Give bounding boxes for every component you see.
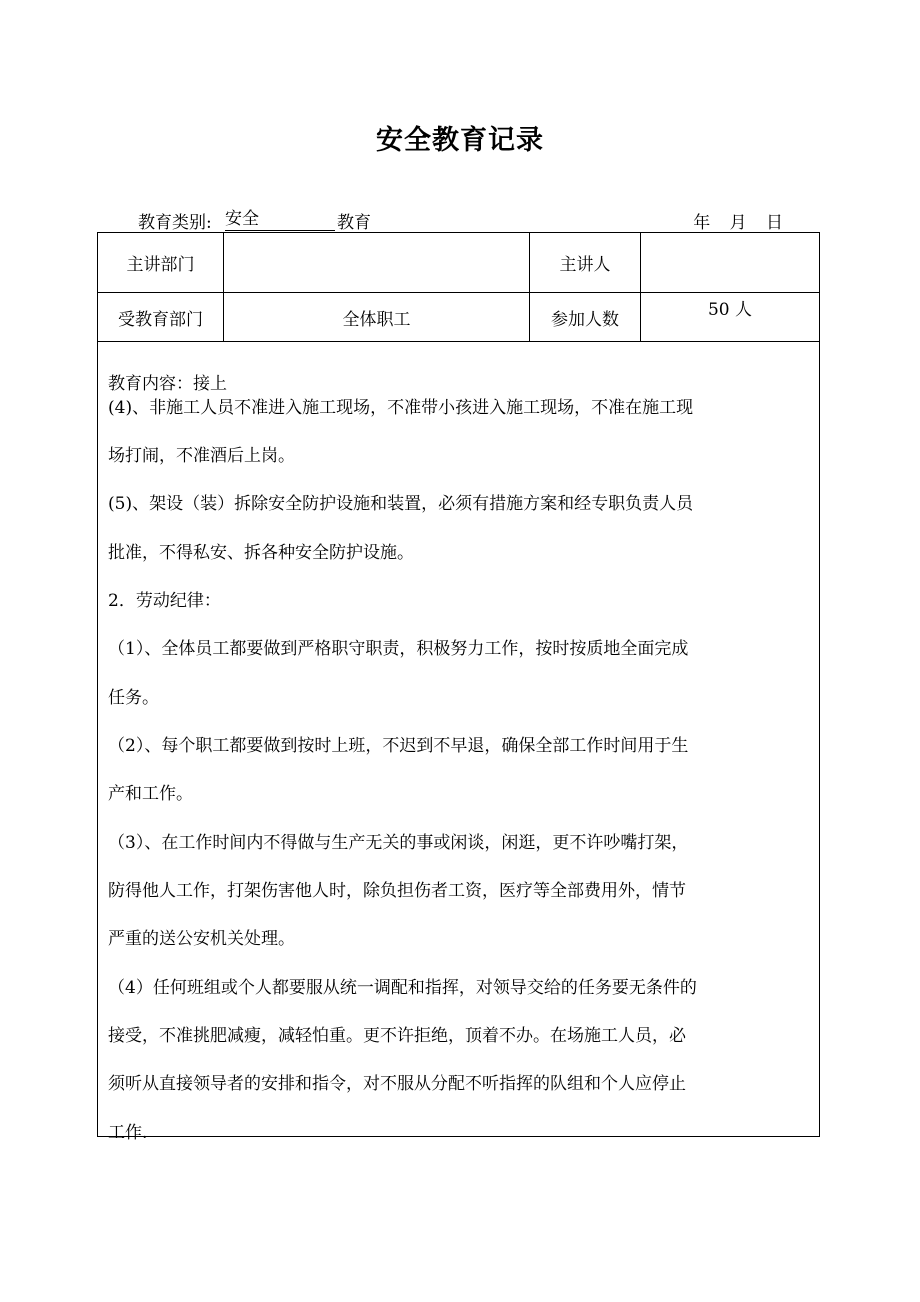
content-line: (4)、非施工人员不准进入施工现场，不准带小孩进入施工现场，不准在施工现 [108, 398, 694, 418]
content-line: （4）任何班组或个人都要服从统一调配和指挥，对领导交给的任务要无条件的 [108, 978, 697, 998]
content-line: （1）、全体员工都要做到严格职守职责，积极努力工作，按时按质地全面完成 [108, 639, 689, 659]
date-field: 年 月 日 [693, 213, 783, 233]
category-value: 安全 [225, 208, 335, 231]
speaker-value [641, 233, 819, 292]
content-line: 2．劳动纪律： [108, 591, 221, 611]
education-meta-row [138, 208, 783, 234]
content-line: 防得他人工作，打架伤害他人时，除负担伤者工资，医疗等全部费用外，情节 [108, 881, 686, 901]
content-line: 任务。 [108, 688, 159, 708]
content-line: 须听从直接领导者的安排和指令，对不服从分配不听指挥的队组和个人应停止 [108, 1074, 686, 1094]
trainee-dept-label: 受教育部门 [118, 309, 203, 330]
attendance-value: 50 人 [707, 299, 753, 320]
content-line: 场打闹，不准酒后上岗。 [108, 446, 295, 466]
content-line: (5)、架设（装）拆除安全防护设施和装置，必须有措施方案和经专职负责人员 [108, 494, 694, 514]
category-label: 教育类别: [138, 213, 212, 233]
content-line: （3）、在工作时间内不得做与生产无关的事或闲谈，闲逛，更不许吵嘴打架， [108, 833, 689, 853]
record-table [97, 232, 820, 1143]
speaker-dept-value [224, 233, 529, 292]
grid-line [98, 341, 819, 342]
attendance-label: 参加人数 [551, 309, 619, 330]
content-line: 产和工作。 [108, 784, 193, 804]
trainee-dept-value: 全体职工 [342, 309, 411, 330]
content-line: 批准，不得私安、拆各种安全防护设施。 [108, 543, 414, 563]
content-line: 工作. [108, 1123, 148, 1143]
page-title: 安全教育记录 [376, 125, 544, 156]
speaker-label: 主讲人 [559, 255, 611, 275]
content-line: 严重的送公安机关处理。 [108, 929, 295, 949]
content-line: 教育内容：接上 [108, 374, 227, 394]
category-suffix: 教育 [337, 213, 371, 233]
content-line: （2）、每个职工都要做到按时上班，不迟到不早退，确保全部工作时间用于生 [108, 736, 689, 756]
content-line: 接受，不准挑肥减瘦，减轻怕重。更不许拒绝，顶着不办。在场施工人员，必 [108, 1026, 686, 1046]
speaker-dept-label: 主讲部门 [126, 255, 195, 275]
